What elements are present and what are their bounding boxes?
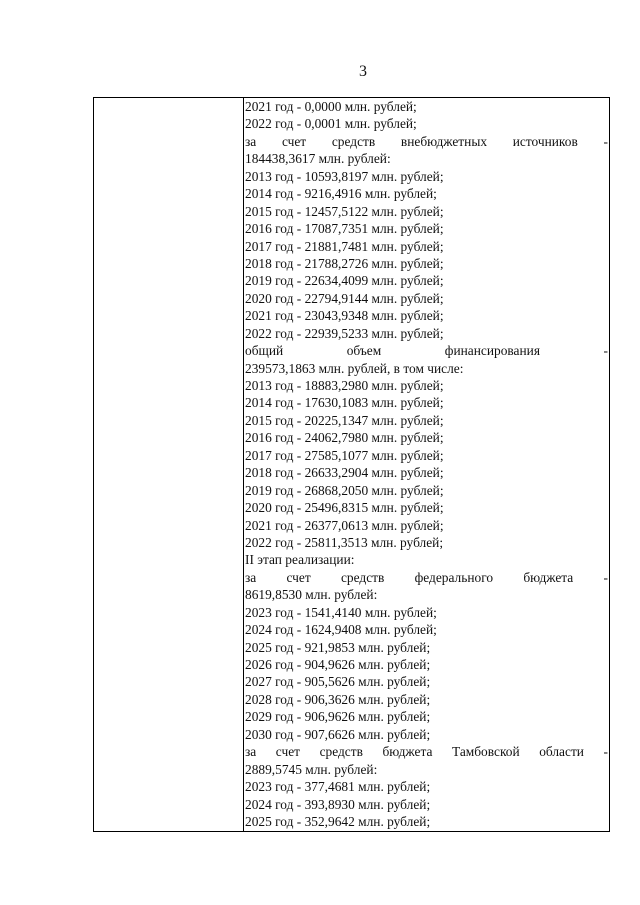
text-line: 2022 год - 25811,3513 млн. рублей;: [245, 534, 444, 550]
text-line: 2022 год - 0,0001 млн. рублей;: [245, 116, 417, 132]
text-line: [245, 743, 608, 760]
text-line: 2019 год - 22634,4099 млн. рублей;: [245, 273, 444, 289]
text-line: 2025 год - 352,9642 млн. рублей;: [245, 813, 431, 829]
document-table: [93, 97, 610, 832]
word: счет: [281, 133, 307, 149]
word: объем: [346, 343, 382, 359]
text-line: 2029 год - 906,9626 млн. рублей;: [245, 709, 431, 725]
word: Тамбовской: [451, 744, 520, 760]
text-line: 2024 год - 393,8930 млн. рублей;: [245, 796, 431, 812]
text-line: 8619,8530 млн. рублей:: [245, 587, 378, 603]
text-line: 2018 год - 21788,2726 млн. рублей;: [245, 255, 444, 271]
word: -: [603, 744, 608, 760]
word: средств: [331, 133, 376, 149]
text-line: 2023 год - 377,4681 млн. рублей;: [245, 779, 431, 795]
word: внебюджетных: [400, 133, 488, 149]
text-line: 2013 год - 10593,8197 млн. рублей;: [245, 168, 444, 184]
text-line: 2024 год - 1624,9408 млн. рублей;: [245, 622, 437, 638]
text-line: 2025 год - 921,9853 млн. рублей;: [245, 639, 431, 655]
word: счет: [286, 569, 311, 585]
word: за: [245, 744, 257, 760]
text-line: 2021 год - 23043,9348 млн. рублей;: [245, 308, 444, 324]
right-column-cell: [244, 98, 608, 830]
text-line: 2019 год - 26868,2050 млн. рублей;: [245, 482, 444, 498]
text-line: II этап реализации:: [245, 552, 355, 568]
text-line: 2022 год - 22939,5233 млн. рублей;: [245, 325, 444, 341]
text-line: [245, 569, 608, 586]
word: финансирования: [444, 343, 540, 359]
word: источников: [512, 133, 578, 149]
word: счет: [275, 744, 301, 760]
text-line: 2023 год - 1541,4140 млн. рублей;: [245, 604, 437, 620]
text-line: 2015 год - 20225,1347 млн. рублей;: [245, 412, 444, 428]
text-line: 2017 год - 21881,7481 млн. рублей;: [245, 238, 444, 254]
text-line: 2014 год - 9216,4916 млн. рублей;: [245, 186, 437, 202]
word: средств: [340, 569, 385, 585]
text-line: 2014 год - 17630,1083 млн. рублей;: [245, 395, 444, 411]
text-line: 2016 год - 24062,7980 млн. рублей;: [245, 430, 444, 446]
text-line: 2015 год - 12457,5122 млн. рублей;: [245, 203, 444, 219]
page-number: 3: [359, 63, 367, 80]
word: федерального: [414, 569, 494, 585]
word: -: [603, 569, 608, 585]
text-line: 2020 год - 22794,9144 млн. рублей;: [245, 290, 444, 306]
text-line: 2030 год - 907,6626 млн. рублей;: [245, 726, 431, 742]
text-line: 239573,1863 млн. рублей, в том числе:: [245, 360, 464, 376]
word: средств: [319, 744, 363, 760]
text-line: 2027 год - 905,5626 млн. рублей;: [245, 674, 431, 690]
word: за: [245, 133, 257, 149]
text-line: 2021 год - 26377,0613 млн. рублей;: [245, 517, 444, 533]
text-line: 2889,5745 млн. рублей:: [245, 761, 378, 777]
text-line: [245, 133, 608, 150]
text-line: 2026 год - 904,9626 млн. рублей;: [245, 657, 431, 672]
word: за: [245, 569, 257, 585]
word: -: [603, 343, 608, 359]
text-line: [245, 342, 608, 359]
text-line: 2013 год - 18883,2980 млн. рублей;: [245, 378, 444, 393]
text-line: 2021 год - 0,0000 млн. рублей;: [245, 99, 417, 114]
text-line: 2020 год - 25496,8315 млн. рублей;: [245, 500, 444, 516]
word: бюджета: [523, 569, 574, 585]
text-line: 2018 год - 26633,2904 млн. рублей;: [245, 465, 444, 481]
word: -: [603, 133, 608, 149]
text-line: 184438,3617 млн. рублей:: [245, 151, 391, 167]
text-line: 2017 год - 27585,1077 млн. рублей;: [245, 447, 444, 463]
word: общий: [245, 343, 284, 359]
text-line: 2028 год - 906,3626 млн. рублей;: [245, 691, 431, 707]
word: области: [539, 744, 584, 760]
word: бюджета: [382, 744, 433, 760]
text-line: 2016 год - 17087,7351 млн. рублей;: [245, 221, 444, 237]
